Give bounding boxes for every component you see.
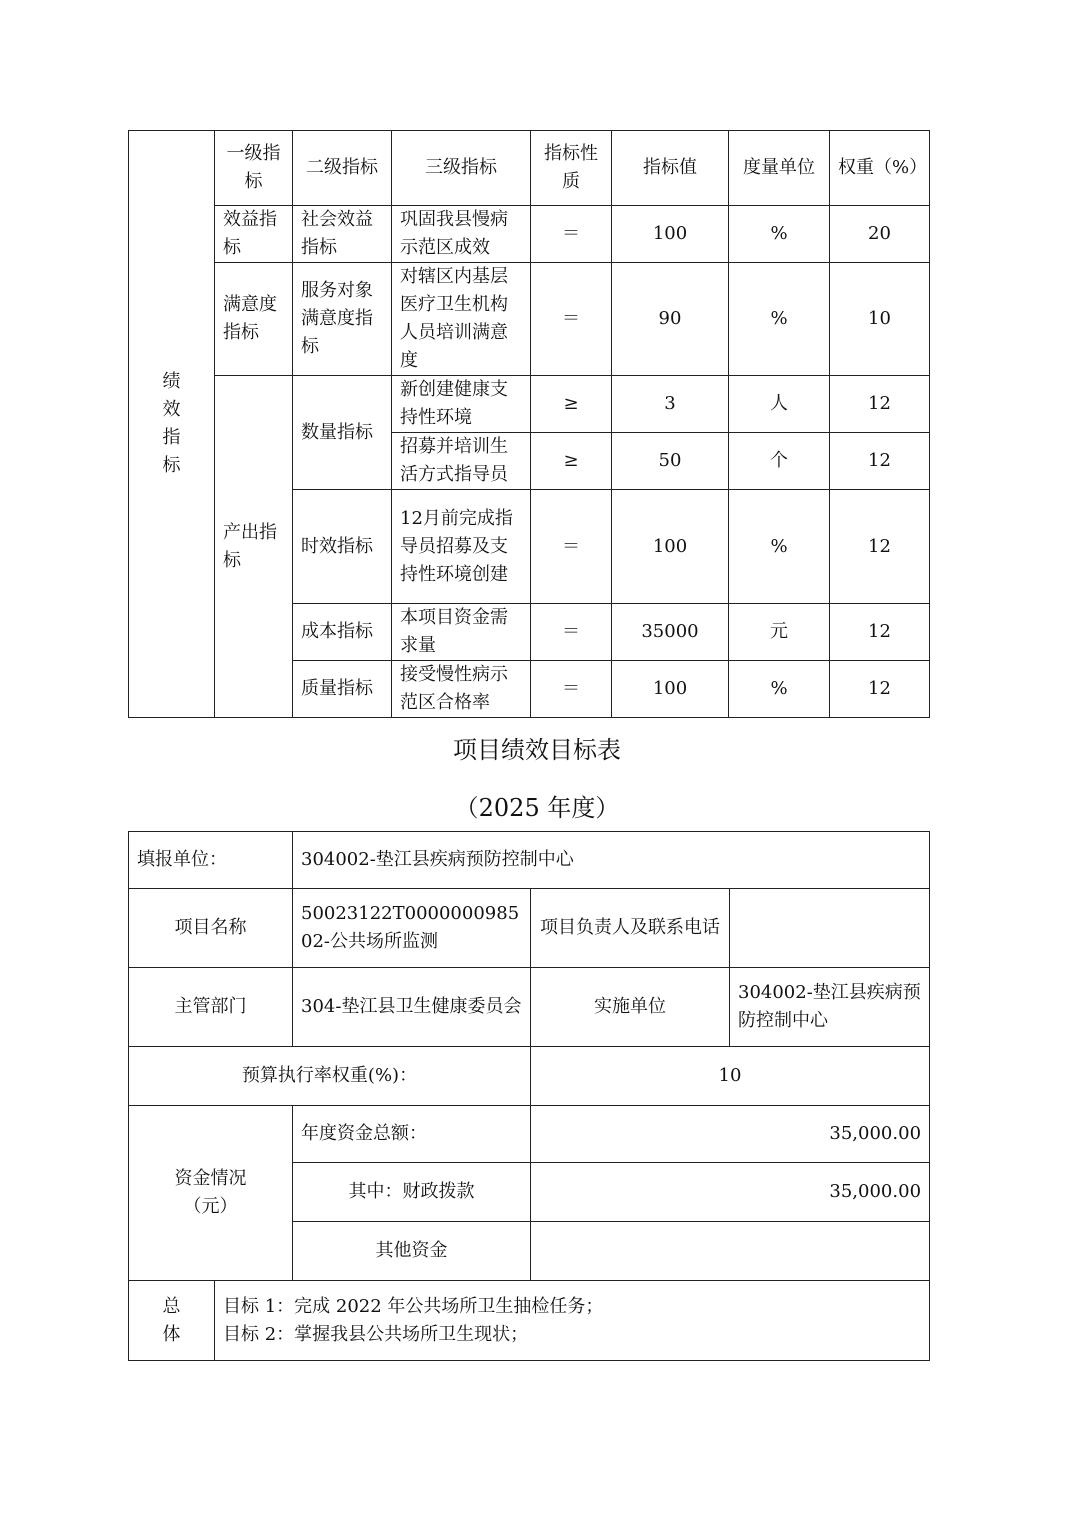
unit-cell: % — [729, 490, 830, 604]
impl-value: 304002-垫江县疾病预防控制中心 — [730, 968, 930, 1047]
nature-cell: ≥ — [531, 376, 612, 433]
project-name-value: 50023122T000000098502-公共场所监测 — [293, 889, 531, 968]
value-cell: 100 — [612, 661, 729, 718]
contact-value — [730, 889, 930, 968]
value-cell: 50 — [612, 433, 729, 490]
budget-weight-value: 10 — [531, 1047, 930, 1106]
level2-cell: 数量指标 — [293, 376, 392, 490]
table-row — [129, 263, 930, 376]
budget-weight-label: 预算执行率权重(%)： — [129, 1047, 531, 1106]
level3-cell: 12月前完成指导员招募及支持性环境创建 — [392, 490, 531, 604]
project-name-label: 项目名称 — [129, 889, 293, 968]
weight-cell: 12 — [830, 661, 930, 718]
performance-indicator-table — [128, 130, 930, 718]
goal-label: 总体 — [162, 1295, 181, 1345]
weight-cell: 10 — [830, 263, 930, 376]
unit-label: 填报单位： — [129, 832, 293, 889]
header-level3: 三级指标 — [392, 131, 531, 206]
unit-cell: 个 — [729, 433, 830, 490]
unit-cell: 元 — [729, 604, 830, 661]
nature-cell: ＝ — [531, 263, 612, 376]
table-row — [129, 206, 930, 263]
header-value: 指标值 — [612, 131, 729, 206]
header-level1: 一级指标 — [215, 131, 293, 206]
level2-cell: 质量指标 — [293, 661, 392, 718]
header-nature: 指标性质 — [531, 131, 612, 206]
goal-line-1: 目标 1：完成 2022 年公共场所卫生抽检任务； — [223, 1296, 604, 1317]
value-cell: 90 — [612, 263, 729, 376]
performance-group-cell — [129, 131, 215, 718]
header-weight: 权重（%） — [830, 131, 930, 206]
fiscal-label: 其中：财政拨款 — [293, 1163, 531, 1222]
goal-cell — [215, 1281, 930, 1361]
dept-value: 304-垫江县卫生健康委员会 — [293, 968, 531, 1047]
header-level2: 二级指标 — [293, 131, 392, 206]
level3-cell: 新创建健康支持性环境 — [392, 376, 531, 433]
level3-cell: 对辖区内基层医疗卫生机构人员培训满意度 — [392, 263, 531, 376]
level3-cell: 巩固我县慢病示范区成效 — [392, 206, 531, 263]
level3-cell: 本项目资金需求量 — [392, 604, 531, 661]
other-funds-label: 其他资金 — [293, 1222, 531, 1281]
other-funds-value — [531, 1222, 930, 1281]
goal-label-cell — [129, 1281, 215, 1361]
value-cell: 35000 — [612, 604, 729, 661]
value-cell: 100 — [612, 206, 729, 263]
unit-cell: % — [729, 263, 830, 376]
value-cell: 100 — [612, 490, 729, 604]
level1-benefit: 效益指标 — [215, 206, 293, 263]
contact-label: 项目负责人及联系电话 — [531, 889, 730, 968]
nature-cell: ≥ — [531, 433, 612, 490]
nature-cell: ＝ — [531, 661, 612, 718]
unit-value: 304002-垫江县疾病预防控制中心 — [293, 832, 930, 889]
level1-satisfaction: 满意度指标 — [215, 263, 293, 376]
level2-cell: 服务对象满意度指标 — [293, 263, 392, 376]
level2-cell: 时效指标 — [293, 490, 392, 604]
performance-group-label: 绩效指标 — [162, 371, 181, 476]
weight-cell: 12 — [830, 433, 930, 490]
annual-total-value: 35,000.00 — [531, 1106, 930, 1163]
fiscal-value: 35,000.00 — [531, 1163, 930, 1222]
dept-label: 主管部门 — [129, 968, 293, 1047]
value-cell: 3 — [612, 376, 729, 433]
unit-cell: % — [729, 206, 830, 263]
annual-total-label: 年度资金总额： — [293, 1106, 531, 1163]
level2-cell: 社会效益指标 — [293, 206, 392, 263]
level1-output: 产出指标 — [215, 376, 293, 718]
weight-cell: 20 — [830, 206, 930, 263]
level3-cell: 招募并培训生活方式指导员 — [392, 433, 531, 490]
project-info-table — [128, 831, 930, 1361]
weight-cell: 12 — [830, 490, 930, 604]
unit-cell: 人 — [729, 376, 830, 433]
unit-cell: % — [729, 661, 830, 718]
goal-line-2: 目标 2：掌握我县公共场所卫生现状； — [223, 1324, 529, 1345]
table-row — [129, 376, 930, 433]
nature-cell: ＝ — [531, 490, 612, 604]
year-subtitle: （2025 年度） — [454, 794, 620, 822]
impl-label: 实施单位 — [531, 968, 730, 1047]
weight-cell: 12 — [830, 604, 930, 661]
weight-cell: 12 — [830, 376, 930, 433]
nature-cell: ＝ — [531, 206, 612, 263]
page-title: 项目绩效目标表 — [453, 736, 621, 764]
header-unit: 度量单位 — [729, 131, 830, 206]
funds-label: 资金情况（元） — [129, 1106, 293, 1281]
level3-cell: 接受慢性病示范区合格率 — [392, 661, 531, 718]
level2-cell: 成本指标 — [293, 604, 392, 661]
nature-cell: ＝ — [531, 604, 612, 661]
